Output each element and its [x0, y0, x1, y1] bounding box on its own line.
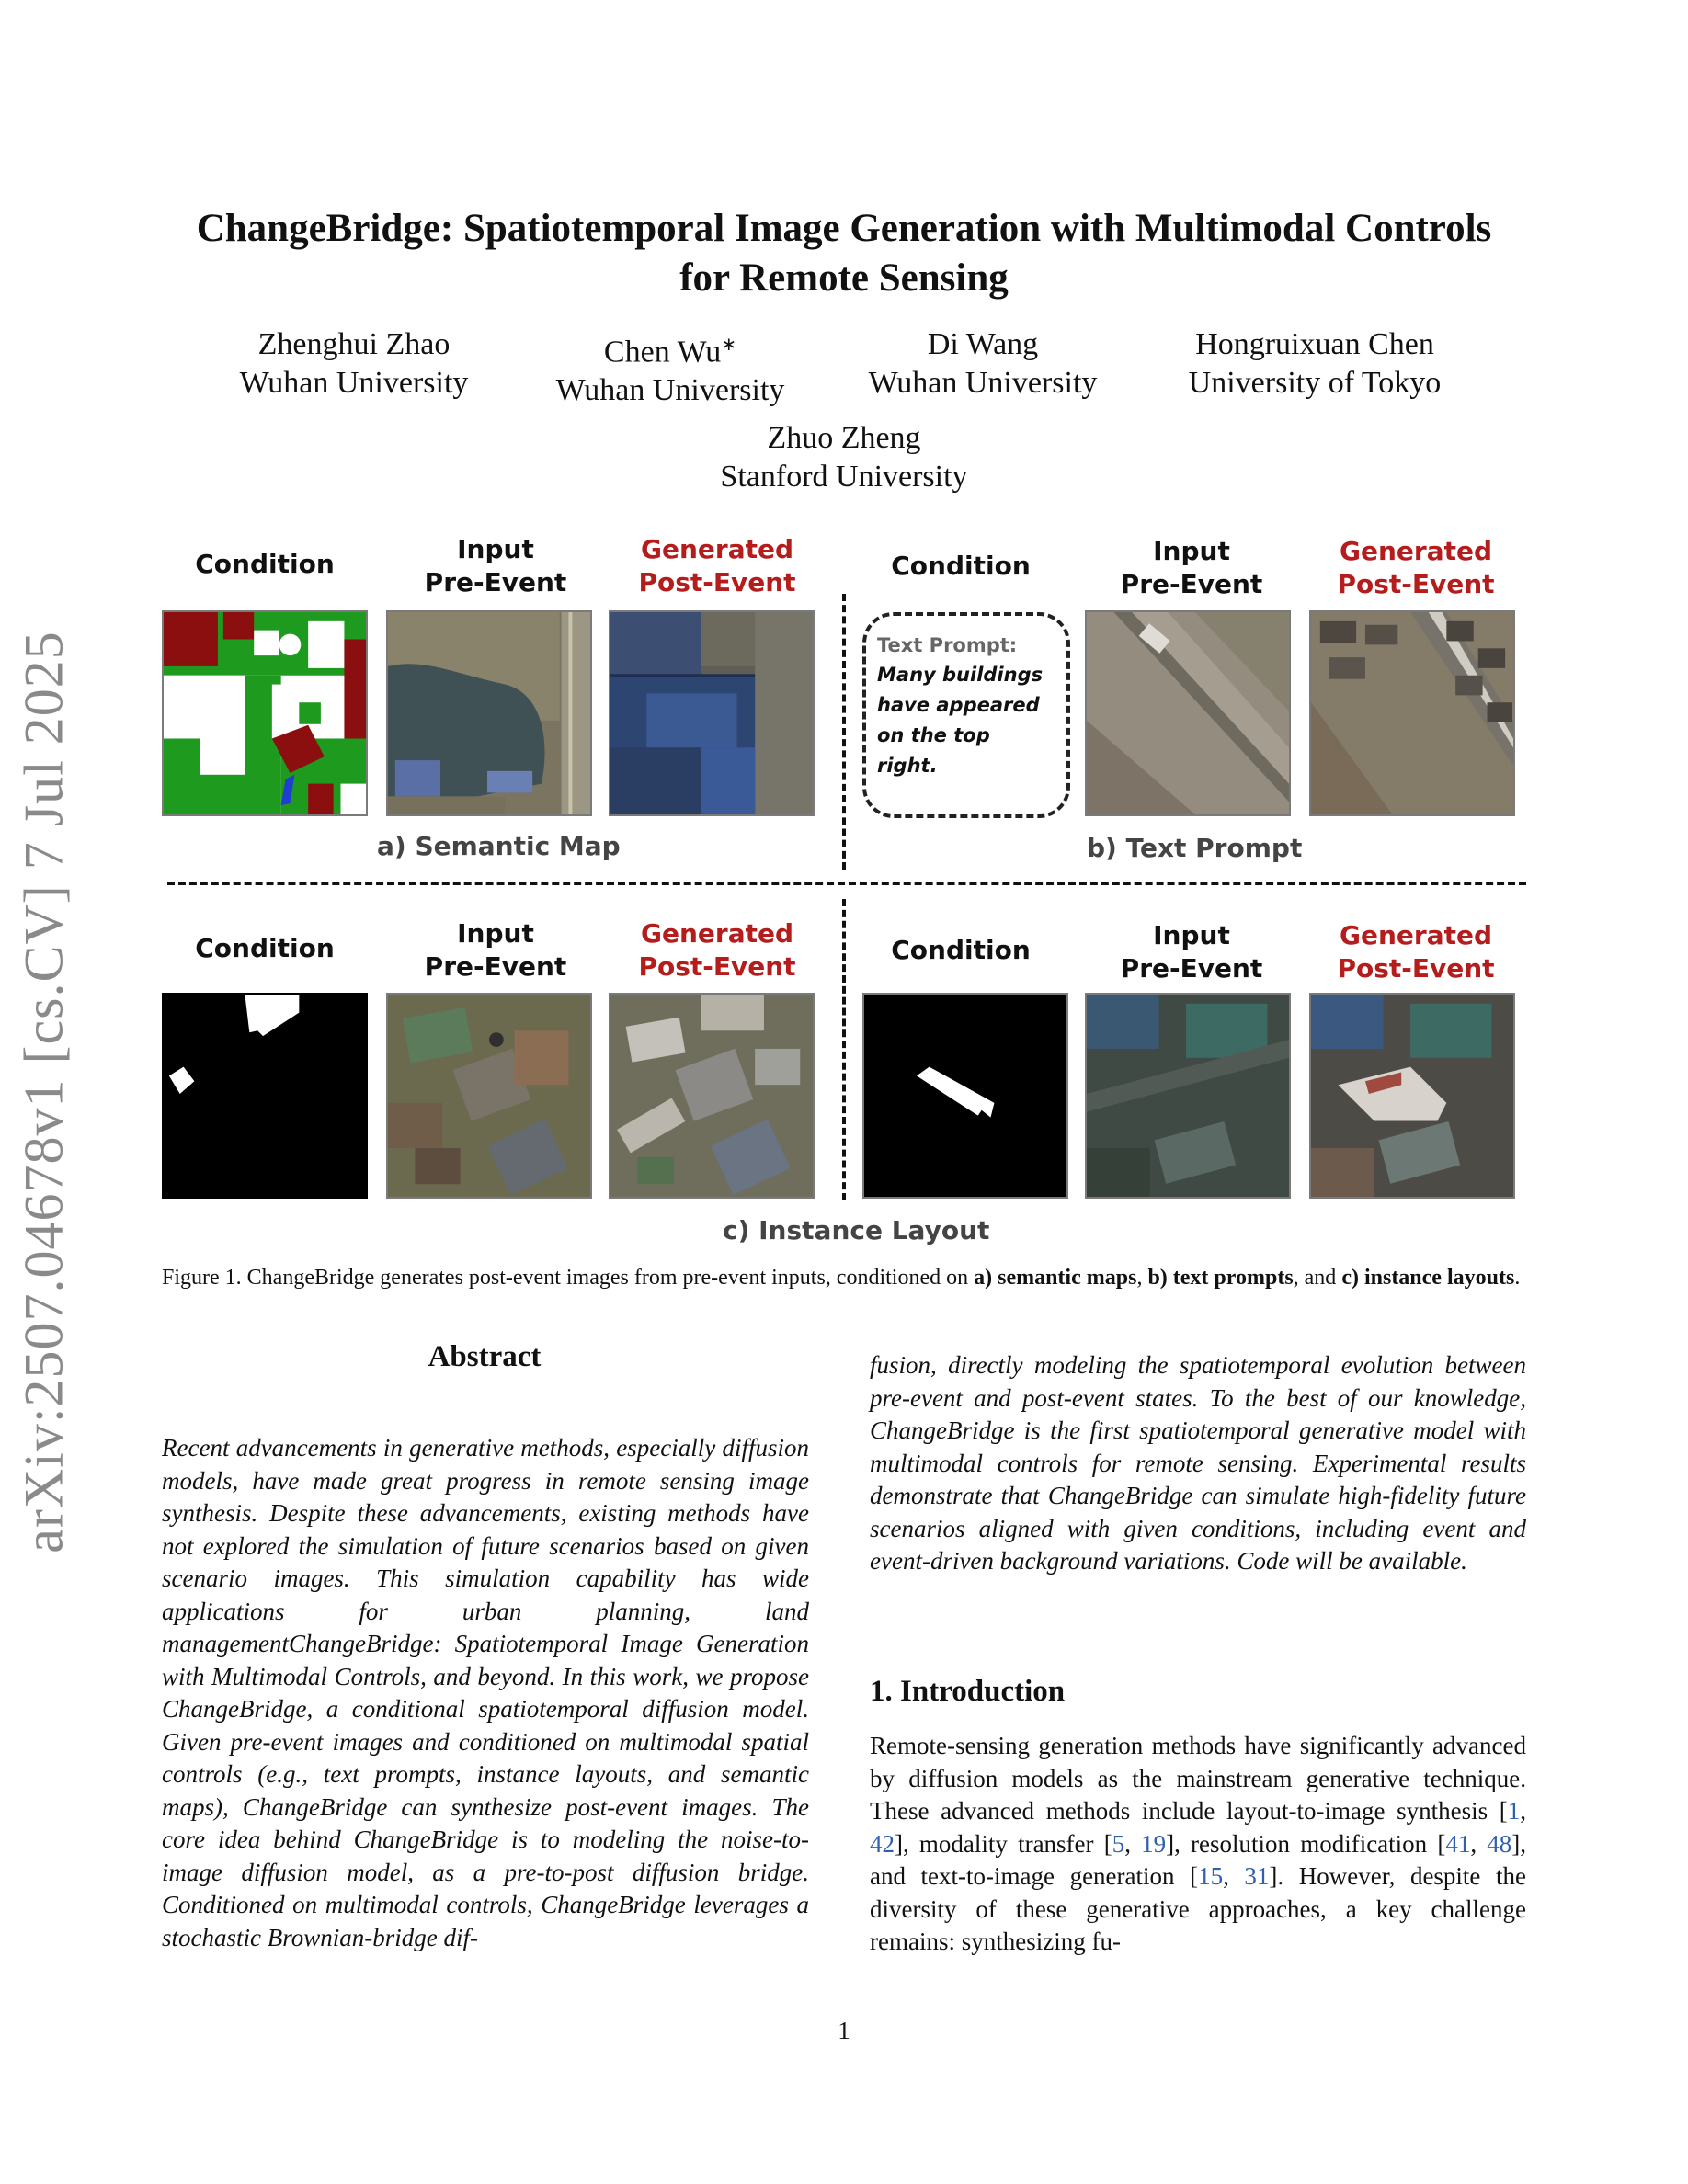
vertical-separator: [842, 899, 846, 1200]
horizontal-separator: [167, 882, 1526, 885]
instance-layout-condition: [862, 993, 1068, 1199]
generated-post-event-image: [1309, 610, 1515, 816]
author-block: [840, 325, 1125, 403]
pre-event-image: [386, 993, 592, 1199]
figure-caption: Figure 1. ChangeBridge generates post-event images from pre-event inputs, conditioned on a) semantic maps, b) text prompts, and c) instance layouts.: [162, 1266, 1521, 1290]
abstract-heading: Abstract: [428, 1340, 542, 1373]
author-affiliation: University of Tokyo: [1188, 366, 1442, 400]
prompt-label: Text Prompt:: [877, 634, 1018, 656]
citation-link[interactable]: 42: [870, 1829, 895, 1858]
author-affiliation: Wuhan University: [239, 366, 469, 400]
corresponding-author-mark: ∗: [721, 335, 737, 355]
author-affiliation: Wuhan University: [868, 366, 1098, 400]
input-header: Input Pre-Event: [424, 918, 567, 982]
author-affiliation: Wuhan University: [555, 373, 785, 408]
citation-link[interactable]: 1: [1507, 1797, 1521, 1825]
introduction-paragraph: Remote-sensing generation methods have significantly advanced by diffusion models as the mainstream generative technique. These advanced methods include layout-to-image synthesis [1, 42], modality transfer [5, 19], resolution modification [41, 48], and text-to-image generation [15, 31]. However, despite the diversity of these generative approaches, a key challenge remains: synthesizing fu-: [870, 1732, 1526, 1955]
author-name: Zhenghui Zhao: [257, 327, 451, 361]
generated-post-event-image: [1309, 993, 1515, 1199]
title-line-2: for Remote Sensing: [679, 256, 1009, 300]
citation-link[interactable]: 48: [1487, 1829, 1512, 1858]
condition-header: Condition: [891, 935, 1031, 965]
arxiv-identifier: arXiv:2507.04678v1 [cs.CV] 7 Jul 2025: [13, 631, 74, 1553]
generated-post-event-image: [609, 610, 815, 816]
author-name: Di Wang: [927, 327, 1039, 361]
title-line-1: ChangeBridge: Spatiotemporal Image Generation with Multimodal Controls: [196, 207, 1492, 250]
generated-header: Generated Post-Event: [1337, 536, 1495, 599]
generated-header: Generated Post-Event: [638, 534, 796, 597]
citation-link[interactable]: 15: [1198, 1862, 1224, 1890]
author-block: [660, 419, 1028, 496]
introduction-heading: 1. Introduction: [870, 1675, 1066, 1708]
generated-post-event-image: [609, 993, 815, 1199]
panel-b-label: b) Text Prompt: [1087, 833, 1303, 863]
vertical-separator: [842, 594, 846, 870]
pre-event-image: [1085, 993, 1291, 1199]
semantic-map-condition: [162, 610, 368, 816]
author-block: [1149, 325, 1480, 403]
page-number: 1: [838, 2017, 850, 2044]
citation-link[interactable]: 19: [1141, 1829, 1167, 1858]
abstract-text-left: Recent advancements in generative methods, especially diffusion models, have made great progress in remote sensing image synthesis. Despite these advancements, existing methods have not explored the simulation of future scenarios based on given scenario images. This simulation capability has wide applications for urban planning, land managementChangeBridge: Spatiotemporal Image Generation with Multimodal Controls, and beyond. In this work, we propose ChangeBridge, a conditional spatiotemporal diffusion model. Given pre-event images and conditioned on multimodal spatial controls (e.g., text prompts, instance layouts, and semantic maps), ChangeBridge can synthesize post-event images. The core idea behind ChangeBridge is to modeling the noise-to-image diffusion model, as a pre-to-post diffusion bridge. Conditioned on multimodal controls, ChangeBridge leverages a stochastic Brownian-bridge dif-: [162, 1434, 809, 1951]
author-block: [528, 325, 813, 410]
author-name: Chen Wu: [603, 335, 722, 370]
citation-link[interactable]: 31: [1244, 1862, 1270, 1890]
citation-link[interactable]: 41: [1445, 1829, 1471, 1858]
input-header: Input Pre-Event: [424, 534, 567, 597]
generated-header: Generated Post-Event: [638, 918, 796, 982]
input-header: Input Pre-Event: [1120, 536, 1263, 599]
instance-layout-condition: [162, 993, 368, 1199]
condition-header: Condition: [195, 549, 335, 579]
author-name: Hongruixuan Chen: [1195, 327, 1434, 361]
author-name: Zhuo Zheng: [767, 421, 921, 455]
pre-event-image: [386, 610, 592, 816]
text-prompt-condition: [862, 612, 1070, 818]
prompt-text: Many buildings have appeared on the top right.: [877, 664, 1044, 777]
condition-header: Condition: [195, 933, 335, 963]
generated-header: Generated Post-Event: [1337, 920, 1495, 984]
panel-a-label: a) Semantic Map: [377, 831, 621, 861]
author-affiliation: Stanford University: [720, 460, 968, 494]
pre-event-image: [1085, 610, 1291, 816]
condition-header: Condition: [891, 551, 1031, 581]
citation-link[interactable]: 5: [1112, 1829, 1125, 1858]
paper-title: [156, 204, 1532, 303]
author-block: [211, 325, 496, 403]
panel-c-label: c) Instance Layout: [723, 1215, 990, 1246]
input-header: Input Pre-Event: [1120, 920, 1263, 984]
abstract-text-right: fusion, directly modeling the spatiotemporal evolution between pre-event and post-event states. To the best of our knowledge, ChangeBridge is the first spatiotemporal generative model with multimodal controls for remote sensing. Experimental results demonstrate that ChangeBridge can simulate high-fidelity future scenarios aligned with given conditions, including event and event-driven background variations. Code will be available.: [870, 1351, 1526, 1575]
